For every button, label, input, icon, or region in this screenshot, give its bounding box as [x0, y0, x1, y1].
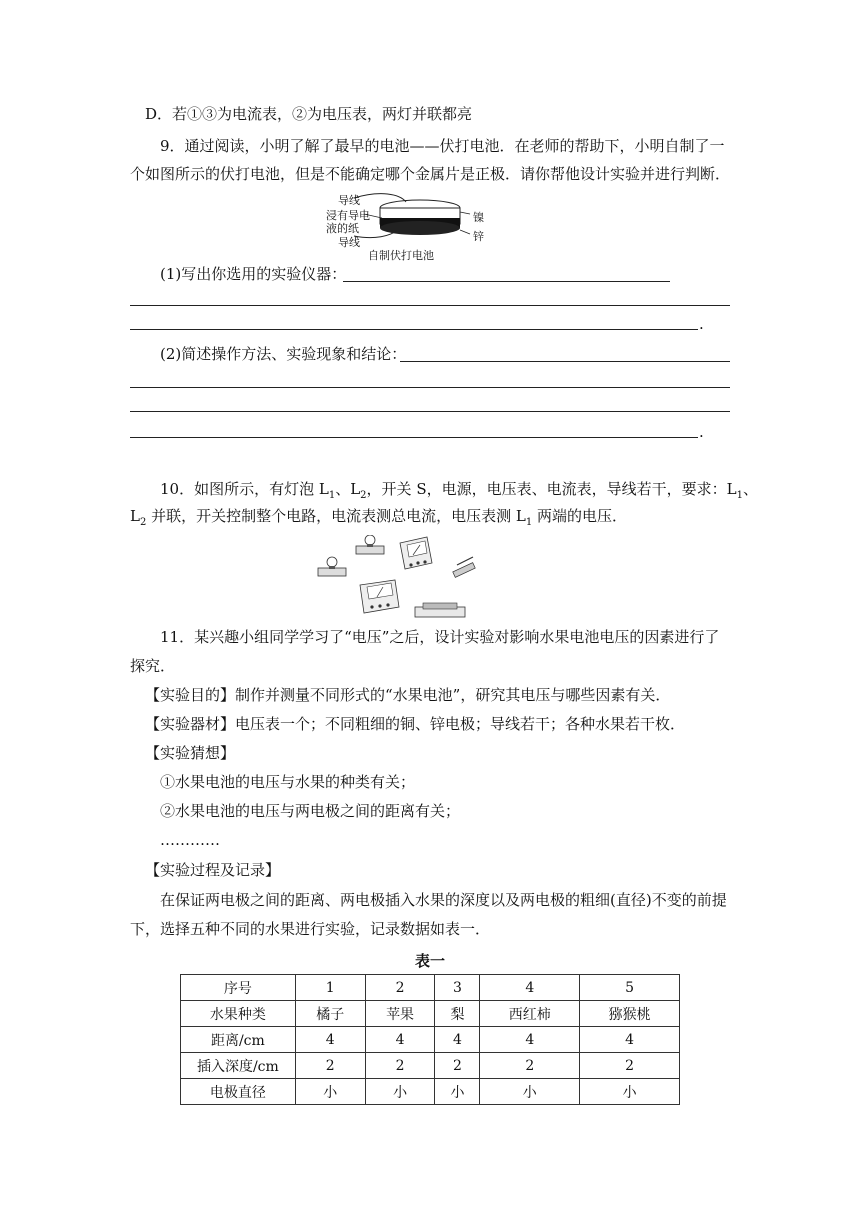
fig-label-wire-bottom: 导线	[338, 236, 360, 249]
table-cell: 小	[580, 1079, 680, 1105]
table-caption: 表一	[414, 952, 445, 970]
fig-label-paper-1: 浸有导电	[326, 209, 370, 222]
table-row	[181, 1053, 680, 1079]
q9-sub1: (1)写出你选用的实验仪器：	[160, 265, 347, 283]
table-cell: 2	[295, 1053, 365, 1079]
bulb-l1-icon	[318, 557, 346, 576]
answer-line	[400, 361, 730, 362]
bulb-l2-icon	[356, 535, 384, 554]
table-cell: 4	[365, 1027, 435, 1053]
table-cell: 4	[580, 1027, 680, 1053]
answer-line	[130, 437, 698, 438]
q11-line2: 探究．	[130, 657, 176, 675]
q10-line2: $L_2$ 并联，开关控制整个电路，电流表测总电流，电压表测 $L_1$ 两端的电压．	[130, 507, 627, 528]
table-row	[181, 1027, 680, 1053]
table-cell: 小	[435, 1079, 480, 1105]
table-cell: 序号	[181, 975, 296, 1001]
ellipsis: …………	[160, 831, 220, 849]
table-cell: 2	[480, 1053, 580, 1079]
table-cell: 小	[480, 1079, 580, 1105]
circuit-components-figure	[315, 535, 495, 625]
process-title: 【实验过程及记录】	[145, 861, 281, 879]
table-cell: 4	[480, 975, 580, 1001]
option-d: D．若①③为电流表，②为电压表，两灯并联都亮	[145, 105, 473, 123]
fig-caption: 自制伏打电池	[368, 249, 434, 262]
fig-label-wire-top: 导线	[338, 194, 360, 207]
process-line1: 在保证两电极之间的距离、两电极插入水果的深度以及两电极的粗细(直径)不变的前提	[160, 891, 727, 909]
q9-line1: 9．通过阅读，小明了解了最早的电池——伏打电池．在老师的帮助下，小明自制了一	[160, 137, 725, 155]
voltmeter-icon	[360, 580, 399, 613]
answer-line	[130, 305, 730, 306]
table-cell: 2	[365, 975, 435, 1001]
data-table	[180, 974, 680, 1105]
table-cell: 小	[365, 1079, 435, 1105]
answer-period: .	[699, 423, 704, 441]
table-cell: 5	[580, 975, 680, 1001]
fig-label-zinc: 锌	[473, 230, 484, 243]
answer-line	[130, 411, 730, 412]
table-cell: 水果种类	[181, 1001, 296, 1027]
answer-line	[130, 387, 730, 388]
q11-line1: 11．某兴趣小组同学学习了“电压”之后，设计实验对影响水果电池电压的因素进行了	[160, 628, 720, 646]
fig-label-nickel: 镍	[473, 211, 484, 224]
answer-period: .	[699, 315, 704, 333]
table-cell: 2	[435, 1053, 480, 1079]
table-row	[181, 1079, 680, 1105]
table-cell: 苹果	[365, 1001, 435, 1027]
table-cell: 橘子	[295, 1001, 365, 1027]
table-row	[181, 975, 680, 1001]
fig-label-paper-2: 液的纸	[326, 222, 359, 235]
q10-line1: 10．如图所示，有灯泡 $L_1$、$L_2$，开关 S，电源，电压表、电流表，导线若干，要求：$L_1$、	[160, 480, 758, 501]
table-cell: 4	[435, 1027, 480, 1053]
table-cell: 插入深度/cm	[181, 1053, 296, 1079]
table-cell: 2	[365, 1053, 435, 1079]
hypothesis-1: ①水果电池的电压与水果的种类有关；	[160, 773, 416, 791]
table-cell: 梨	[435, 1001, 480, 1027]
q9-line2: 个如图所示的伏打电池，但是不能确定哪个金属片是正极．请你帮他设计实验并进行判断．	[130, 165, 731, 183]
table-cell: 小	[295, 1079, 365, 1105]
q9-sub2: (2)简述操作方法、实验现象和结论：	[160, 345, 407, 363]
hypothesis-title: 【实验猜想】	[145, 744, 236, 762]
experiment-materials: 【实验器材】电压表一个；不同粗细的铜、锌电极；导线若干；各种水果若干枚．	[145, 715, 686, 733]
table-cell: 2	[580, 1053, 680, 1079]
table-row	[181, 1001, 680, 1027]
table-cell: 1	[295, 975, 365, 1001]
hypothesis-2: ②水果电池的电压与两电极之间的距离有关；	[160, 802, 461, 820]
answer-line	[343, 281, 670, 282]
experiment-purpose: 【实验目的】制作并测量不同形式的“水果电池”，研究其电压与哪些因素有关．	[145, 686, 671, 704]
answer-line	[130, 329, 698, 330]
battery-icon	[415, 603, 465, 617]
table-cell: 距离/cm	[181, 1027, 296, 1053]
table-cell: 电极直径	[181, 1079, 296, 1105]
switch-icon	[453, 557, 475, 577]
table-cell: 4	[480, 1027, 580, 1053]
ammeter-icon	[400, 537, 432, 569]
table-cell: 3	[435, 975, 480, 1001]
table-cell: 4	[295, 1027, 365, 1053]
table-cell: 猕猴桃	[580, 1001, 680, 1027]
table-cell: 西红柿	[480, 1001, 580, 1027]
process-line2: 下，选择五种不同的水果进行实验，记录数据如表一．	[130, 920, 491, 938]
